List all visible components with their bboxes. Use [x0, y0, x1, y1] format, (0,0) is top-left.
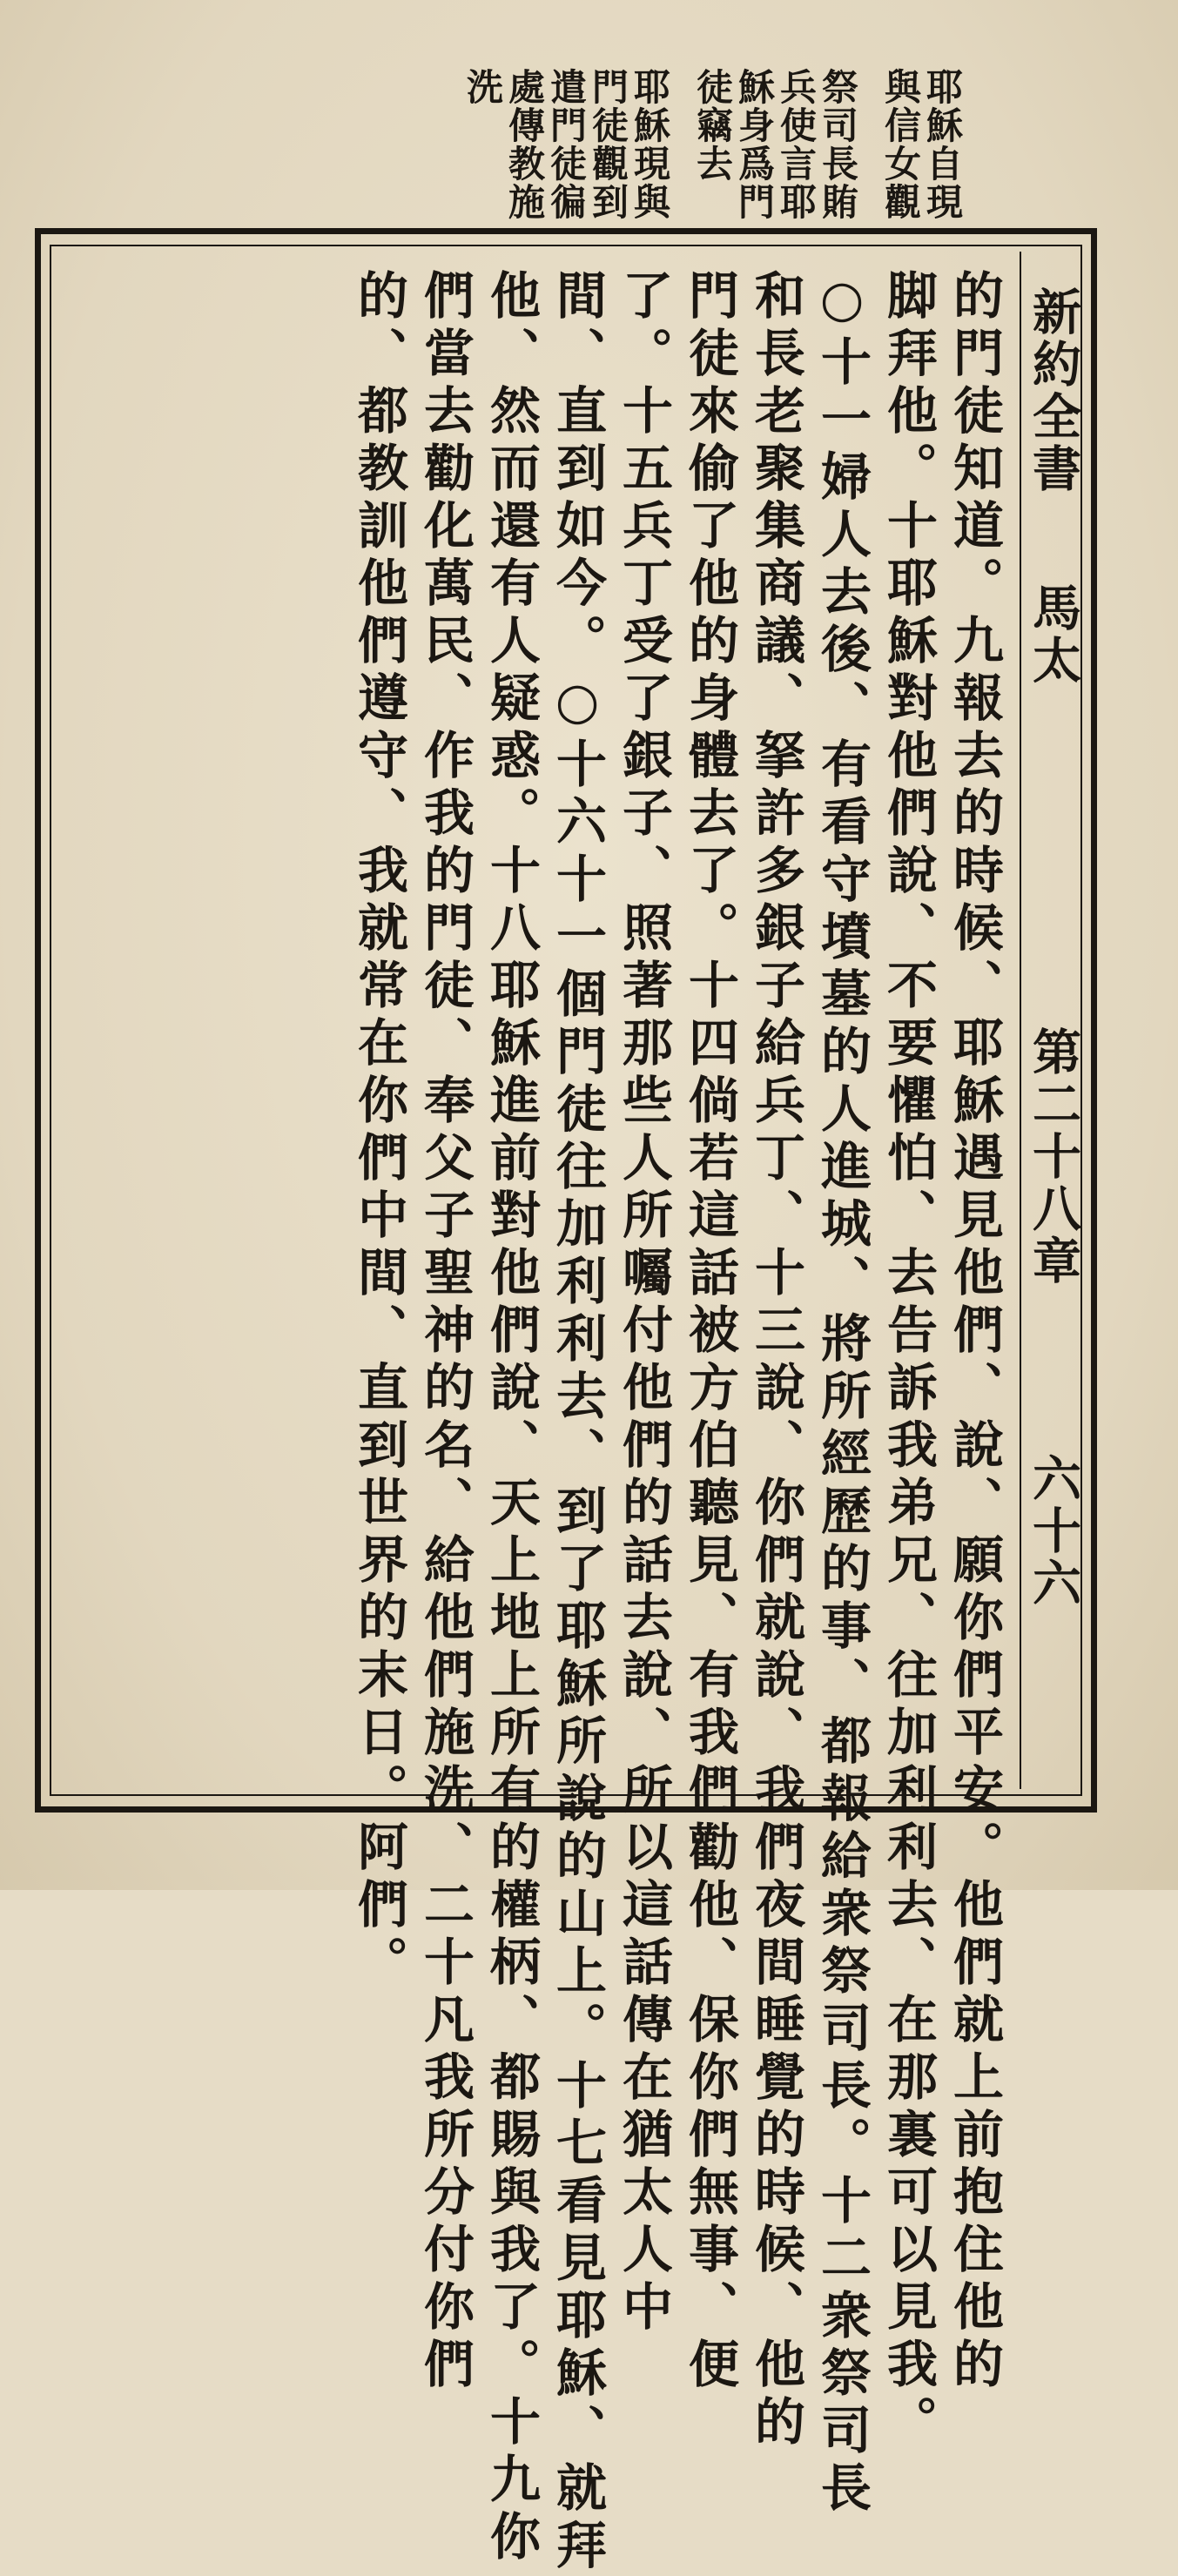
- headnote-line: 祭司長賄: [817, 68, 859, 221]
- headnote-line: 處傳教施: [503, 68, 546, 221]
- text-frame: [35, 228, 1097, 2576]
- book-name: 馬太: [1025, 582, 1082, 687]
- text-column: ○十一婦人去後、有看守墳墓的人進城、將所經歷的事、都報給衆祭司長。十二衆祭司長: [812, 269, 872, 2519]
- headnote-line: 門徒觀到: [587, 68, 629, 221]
- headnote-line: 徒竊去: [691, 68, 734, 183]
- headnote-line: 穌身爲門: [733, 68, 776, 221]
- headnote-line: 耶穌自現: [921, 68, 964, 221]
- book-collection-title: 新約全書: [1025, 286, 1082, 495]
- headnote-line: 遣門徒徧: [545, 68, 588, 221]
- text-column: 脚拜他。十耶穌對他們說、不要懼怕、去告訴我弟兄、往加利利去、在那裏可以見我。: [878, 269, 938, 2452]
- text-column: 間、直到如今。○十六十一個門徒往加利利去、到了耶穌所說的山上。十七看見耶穌、就拜: [548, 269, 607, 2576]
- headnotes: [461, 68, 964, 242]
- scripture-text: [347, 269, 1006, 2576]
- headnote-line: 耶穌現與: [629, 68, 671, 221]
- text-column: 們當去勸化萬民、作我的門徒、奉父子聖神的名、給他們施洗、二十凡我所分付你們: [415, 269, 475, 2395]
- headnote-line: 洗: [461, 68, 504, 106]
- headnote-line: 兵使言耶: [775, 68, 818, 221]
- text-column: 他、然而還有人疑惑。十八耶穌進前對他們說、天上地上所有的權柄、都賜與我了。十九你: [481, 269, 541, 2567]
- text-column: 門徒來偷了他的身體去了。十四倘若這話被方伯聽見、有我們勸他、保你們無事、便: [680, 269, 739, 2395]
- chapter-label: 第二十八章: [1025, 1026, 1082, 1288]
- headnote-3: [461, 68, 671, 242]
- text-column: 了。十五兵丁受了銀子、照著那些人所囑付他們的話去說、所以這話傳在猶太人中: [614, 269, 673, 2337]
- text-column: 的門徒知道。九報去的時候、耶穌遇見他們、說、願你們平安。他們就上前抱住他的: [945, 269, 1004, 2395]
- page-number: 六十六: [1025, 1453, 1082, 1610]
- headnote-2: [691, 68, 859, 242]
- headnote-1: [879, 68, 964, 242]
- text-column: 和長老聚集商議、拏許多銀子給兵丁、十三說、你們就說、我們夜間睡覺的時候、他的: [746, 269, 805, 2452]
- headnote-line: 與信女觀: [879, 68, 922, 221]
- text-column: 的、都教訓他們遵守、我就常在你們中間、直到世界的末日。阿們。: [349, 269, 408, 1993]
- running-head: [1020, 252, 1082, 1789]
